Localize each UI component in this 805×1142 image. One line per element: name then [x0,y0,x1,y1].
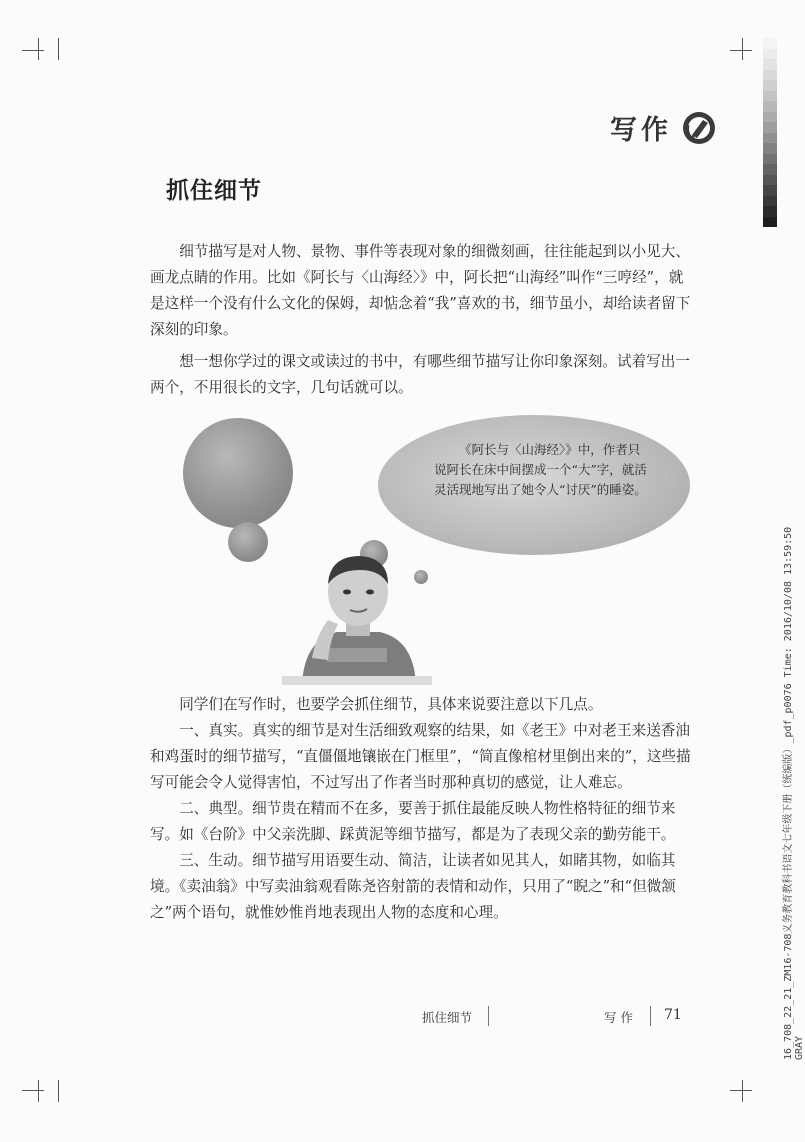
crop-mark [38,1080,39,1102]
paragraph: 想一想你学过的课文或读过的书中，有哪些细节描写让你印象深刻。试着写出一两个，不用很长的文字，几句话就可以。 [150,353,690,396]
crop-mark [730,1090,752,1091]
print-info [783,527,805,1060]
crop-mark [38,38,39,60]
page-number: 71 [664,1007,682,1023]
footer-lesson-title: 抓住细节 [422,1010,473,1025]
illustration [150,400,695,685]
paragraph: 二、典型。细节贵在精而不在多，要善于抓住最能反映人物性格特征的细节来写。如《台阶》中父亲洗脚、踩黄泥等细节描写，都是为了表现父亲的勤劳能干。 [150,800,676,843]
print-info-line: GRAY [794,1035,805,1060]
paragraph: 三、生动。细节描写用语要生动、简洁，让读者如见其人，如睹其物，如临其境。《卖油翁》中写卖油翁观看陈尧咨射箭的表情和动作，只用了“睨之”和“但微颔之”两个语句，就惟妙惟肖地表现出人物的态度和心理。 [150,852,676,921]
lesson-title: 抓住细节 [166,178,262,204]
crop-mark [742,1080,743,1102]
thinking-boy-photo [282,540,432,685]
section-header [610,108,716,147]
crop-mark [730,50,752,51]
crop-mark [742,38,743,60]
grayscale-calibration-strip [763,38,777,227]
footer-divider [488,1006,489,1026]
thought-bubble-small-circle [228,522,268,562]
paragraph: 同学们在写作时，也要学会抓住细节，具体来说要注意以下几点。 [179,696,603,713]
body-text [150,692,695,926]
crop-mark [58,1080,59,1102]
print-info-line: 16_708_22_21_ZM16-708义务教育教科书语文七年级下册（统编版）_pdf_p0076 Time: 2016/10/08 13:59:50 [783,526,794,1060]
paragraph: 一、真实。真实的细节是对生活细致观察的结果，如《老王》中对老王来送香油和鸡蛋时的细节描写，“直僵僵地镶嵌在门框里”，“简直像棺材里倒出来的”，这些描写可能会令人觉得害怕，不过写出了作者当时那种真切的感觉，让人难忘。 [150,722,691,791]
thought-bubble-text: 《阿长与〈山海经〉》中，作者只说阿长在床中间摆成一个“大”字，就活灵活现地写出了她令人“讨厌”的睡姿。 [434,442,647,497]
crop-mark [22,1090,44,1091]
section-title: 写作 [610,115,672,146]
footer-divider [650,1006,651,1026]
pen-icon [682,111,716,145]
thought-bubble-large-circle [183,418,293,528]
paragraph: 细节描写是对人物、景物、事件等表现对象的细微刻画，往往能起到以小见大、画龙点睛的作用。比如《阿长与〈山海经〉》中，阿长把“山海经”叫作“三哼经”，就是这样一个没有什么文化的保姆，却惦念着“我”喜欢的书，细节虽小，却给读者留下深刻的印象。 [150,243,691,338]
intro-text [150,239,695,401]
crop-mark [22,50,44,51]
crop-mark [58,38,59,60]
footer-section-title: 写作 [604,1010,638,1025]
